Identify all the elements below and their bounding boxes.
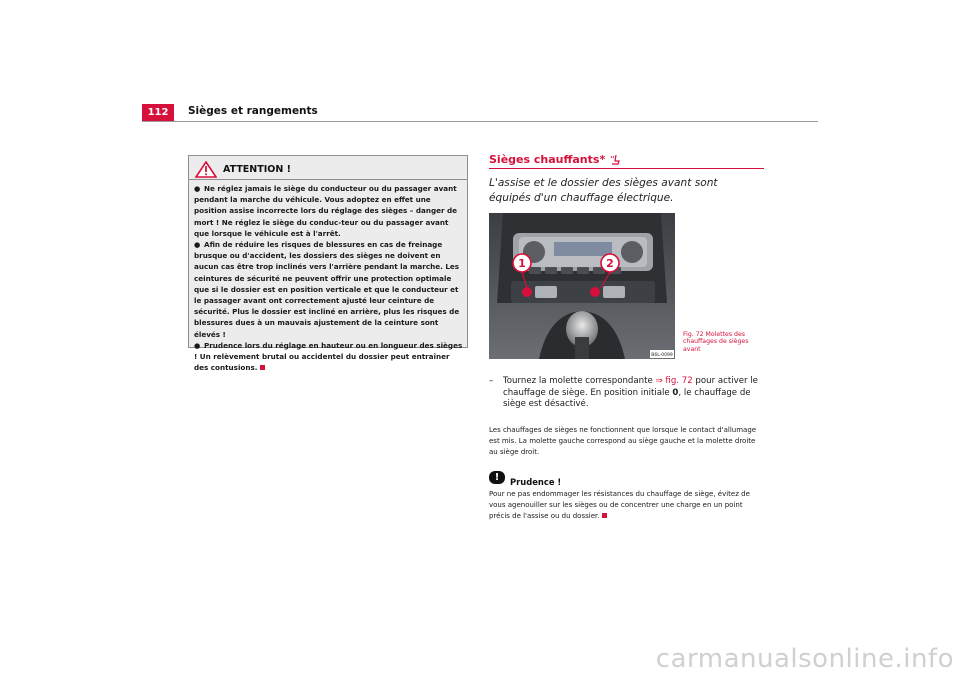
intro-text: L'assise et le dossier des sièges avant sont équipés d'un chauffage électrique. xyxy=(489,177,718,204)
warning-divider xyxy=(189,179,467,180)
caution-text: Pour ne pas endommager les résistances du chauffage de siège, évitez de vous agenouiller sur les sièges ou de concentrer une charge en un point précis de l'assise ou du dossier. xyxy=(489,490,750,521)
warning-item xyxy=(194,239,464,340)
warning-header xyxy=(195,160,291,178)
warning-item-text: Afin de réduire les risques de blessures en cas de freinage brusque ou d'accident, les dossiers des sièges ne doivent en aucun cas être trop inclinés vers l'arrière pendant la marche. Les ceintures de sécurité ne peuvent offrir une protection optimale que si le dossier est en position verticale et que le conducteur et le passager avant ont correctement ajusté leur ceinture de sécurité. Plus le dossier est incliné en arrière, plus les risques de blessures dues à un mauvais ajustement de la ceinture sont élevés ! xyxy=(194,240,460,339)
figure-heated-seat-dials xyxy=(489,213,675,359)
end-marker-icon xyxy=(602,513,607,518)
warning-triangle-icon xyxy=(195,161,217,178)
step-text: Tournez la molette correspondante ⇒ fig. 72 pour activer le chauffage de siège. En position initiale 0, le chauffage de siège est désactivé. xyxy=(503,376,758,410)
warning-body xyxy=(194,183,464,373)
bullet-icon: ● xyxy=(194,240,201,250)
section-title: Sièges et rangements xyxy=(188,105,318,117)
warning-title: ATTENTION ! xyxy=(223,163,291,175)
watermark: carmanualsonline.info xyxy=(655,644,954,674)
figure-reference-link[interactable]: ⇒ fig. 72 xyxy=(655,376,693,386)
figure-code: B6L-0099 xyxy=(651,353,673,358)
caution-icon: ! xyxy=(489,471,505,484)
warning-item-text: Ne réglez jamais le siège du conducteur ou du passager avant pendant la marche du véhicule. Vous adoptez en effet une position assise incorrecte lors du réglage des sièges – danger de mort ! Ne réglez le siège du conduc-teur ou du passager avant que lorsque le véhicule est à l'arrêt. xyxy=(194,184,458,238)
page-number: 112 xyxy=(142,104,174,121)
instruction-step xyxy=(489,376,764,411)
warning-item xyxy=(194,340,464,374)
warning-box xyxy=(188,155,468,373)
heated-seats-title: Sièges chauffants* xyxy=(489,153,606,166)
callout-2: 2 xyxy=(606,257,614,270)
step-dash: – xyxy=(489,376,494,386)
heading-divider xyxy=(489,168,764,169)
warning-item xyxy=(194,183,464,239)
caution-title: Prudence ! xyxy=(510,476,562,487)
heated-seats-heading xyxy=(489,153,621,166)
warning-item-text: Prudence lors du réglage en hauteur ou en longueur des sièges ! Un relèvement brutal ou accidentel du dossier peut entraîner des contusions. xyxy=(194,340,463,373)
heated-seat-icon xyxy=(609,154,621,166)
dashboard-illustration xyxy=(489,213,675,359)
bullet-icon: ● xyxy=(194,340,201,350)
callout-1: 1 xyxy=(518,257,526,270)
figure-caption: Fig. 72 Molettes des chauffages de sièges avant xyxy=(683,331,749,353)
note-paragraph: Les chauffages de sièges ne fonctionnent que lorsque le contact d'allumage est mis. La molette gauche correspond au siège gauche et la molette droite au siège droit. xyxy=(489,426,757,457)
caution-header xyxy=(489,471,562,487)
end-marker-icon xyxy=(260,365,265,370)
header-divider xyxy=(142,121,818,122)
bullet-icon: ● xyxy=(194,184,201,193)
